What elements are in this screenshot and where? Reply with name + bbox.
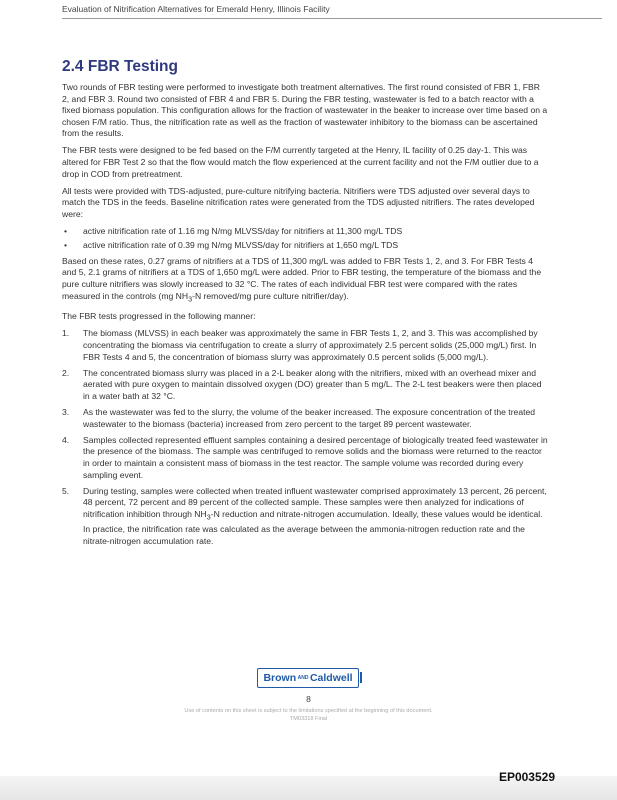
logo-text: Brown [263,672,297,684]
step-number: 4. [62,434,70,445]
list-item: • active nitrification rate of 1.16 mg N/mg MLVSS/day for nitrifiers at 11,300 mg/L TDS [62,226,548,238]
step-text: Samples collected represented effluent samples containing a desired percentage of biologically treated feed wastewater in the presence of the biomass. The sample was centrifuged to remove solids and the biomass were returned to the reactor in order to maintain a consistent mass of biomass in the test reactor. The sample volume was recorded during every sampling event. [83,434,548,480]
subscript: 3 [188,295,193,304]
body-content [62,82,548,552]
paragraph [62,256,548,306]
subscript: 3 [206,513,211,522]
bates-number: EP003529 [498,770,555,784]
footer-line: Use of contents on this sheet is subject to the limitations specified at the beginning of this document. [184,708,433,714]
section-title: 2.4 FBR Testing [62,58,178,75]
procedure-list [62,328,548,547]
paragraph-text: -N removed/mg pure culture nitrifier/day). [192,290,349,301]
paragraph: The FBR tests were designed to be fed based on the F/M currently targeted at the Henry, IL facility of 0.25 day-1. This was altered for FBR Test 2 so that the flow would match the flow experienced at the current facility and not the F/M outlier due to a drop in COD from pretreatment. [62,145,539,179]
rates-list [62,226,548,252]
step-text: As the wastewater was fed to the slurry, the volume of the beaker increased. The exposure concentration of the treated wastewater to the biomass (bacteria) increased from zero percent to the target 89 percent wastewater. [83,407,536,429]
list-item [62,328,548,363]
list-item [62,486,548,548]
logo-text: Caldwell [309,672,353,684]
step-number: 2. [62,367,70,378]
footer-note [0,707,617,723]
paragraph-text: Based on these rates, 0.27 grams of nitrifiers at a TDS of 11,300 mg/L was added to FBR Tests 1, 2, and 3. For FBR Tests 4 and 5, 2.1 grams of nitrifiers at a TDS of 1,650 mg/L were added. Prior to FBR testing, the temperature of the biomass and the pure culture nitrifiers was slowly increased to 32 °C. The rates of each individual FBR test were compared with the rates measured in the controls (mg NH [62,255,542,301]
logo-text: AND [297,675,309,681]
list-item: • active nitrification rate of 0.39 mg N/mg MLVSS/day for nitrifiers at 1,650 mg/L TDS [62,240,548,252]
paragraph: The FBR tests progressed in the following manner: [62,311,256,322]
list-item [62,435,548,481]
paragraph: All tests were provided with TDS-adjusted, pure-culture nitrifying bacteria. Nitrifiers were TDS adjusted over several days to match the TDS in the feeds. Baseline nitrification rates were generated from the TDS adjusted nitrifiers. The rates developed were: [62,185,535,219]
step-text: The biomass (MLVSS) in each beaker was approximately the same in FBR Tests 1, 2, and 3. This was accomplished by concentrating the biomass via centrifugation to create a slurry of approximately 2.5 percent solids (25,000 mg/L) first. In FBR Tests 4 and 5, the concentration of biomass slurry was approximately 0.5 percent solids (5,000 mg/L). [83,328,538,362]
step-text: The concentrated biomass slurry was placed in a 2-L beaker along with the nitrifiers, mixed with an overhead mixer and aerated with pure oxygen to maintain dissolved oxygen (DO) greater than 5 mg/L. The 2-L test beakers were then placed in a water bath at 32 °C. [83,367,542,401]
page-number: 8 [306,694,311,704]
header-divider [62,18,602,19]
footer-line: TM03318 Final [289,716,328,722]
logo-mark [360,672,362,683]
step-text: -N reduction and nitrate-nitrogen accumulation. Ideally, these values would be identical. In practice, the nitrification rate was calculated as the average between the ammonia-nitrogen reduction rate and the nitrate-nitrogen accumulation rate. [83,509,543,546]
paragraph: Two rounds of FBR testing were performed to investigate both treatment alternatives. The first round consisted of FBR 1, FBR 2, and FBR 3. Round two consisted of FBR 4 and FBR 5. During the FBR testing, wastewater is fed to a batch reactor with a fixed biomass population. This configuration allows for the fraction of wastewater in the beaker to increase over time based on a chosen F/M ratio. Thus, the nitrification rate as well as the fraction of wastewater inhibitory to the biomass can be ascertained from the results. [62,82,548,139]
list-item [62,368,548,403]
brown-and-caldwell-logo [257,668,359,688]
step-text: During testing, samples were collected when treated influent wastewater comprised approximately 13 percent, 26 percent, 48 percent, 72 percent and 89 percent of the collected sample. These samples were then analyzed for indications of nitrification inhibition through NH [83,485,547,520]
list-item [62,407,548,430]
step-number: 3. [62,407,70,418]
running-header: Evaluation of Nitrification Alternatives for Emerald Henry, Illinois Facility [62,4,330,14]
step-number: 5. [62,485,70,496]
step-number: 1. [62,328,70,339]
